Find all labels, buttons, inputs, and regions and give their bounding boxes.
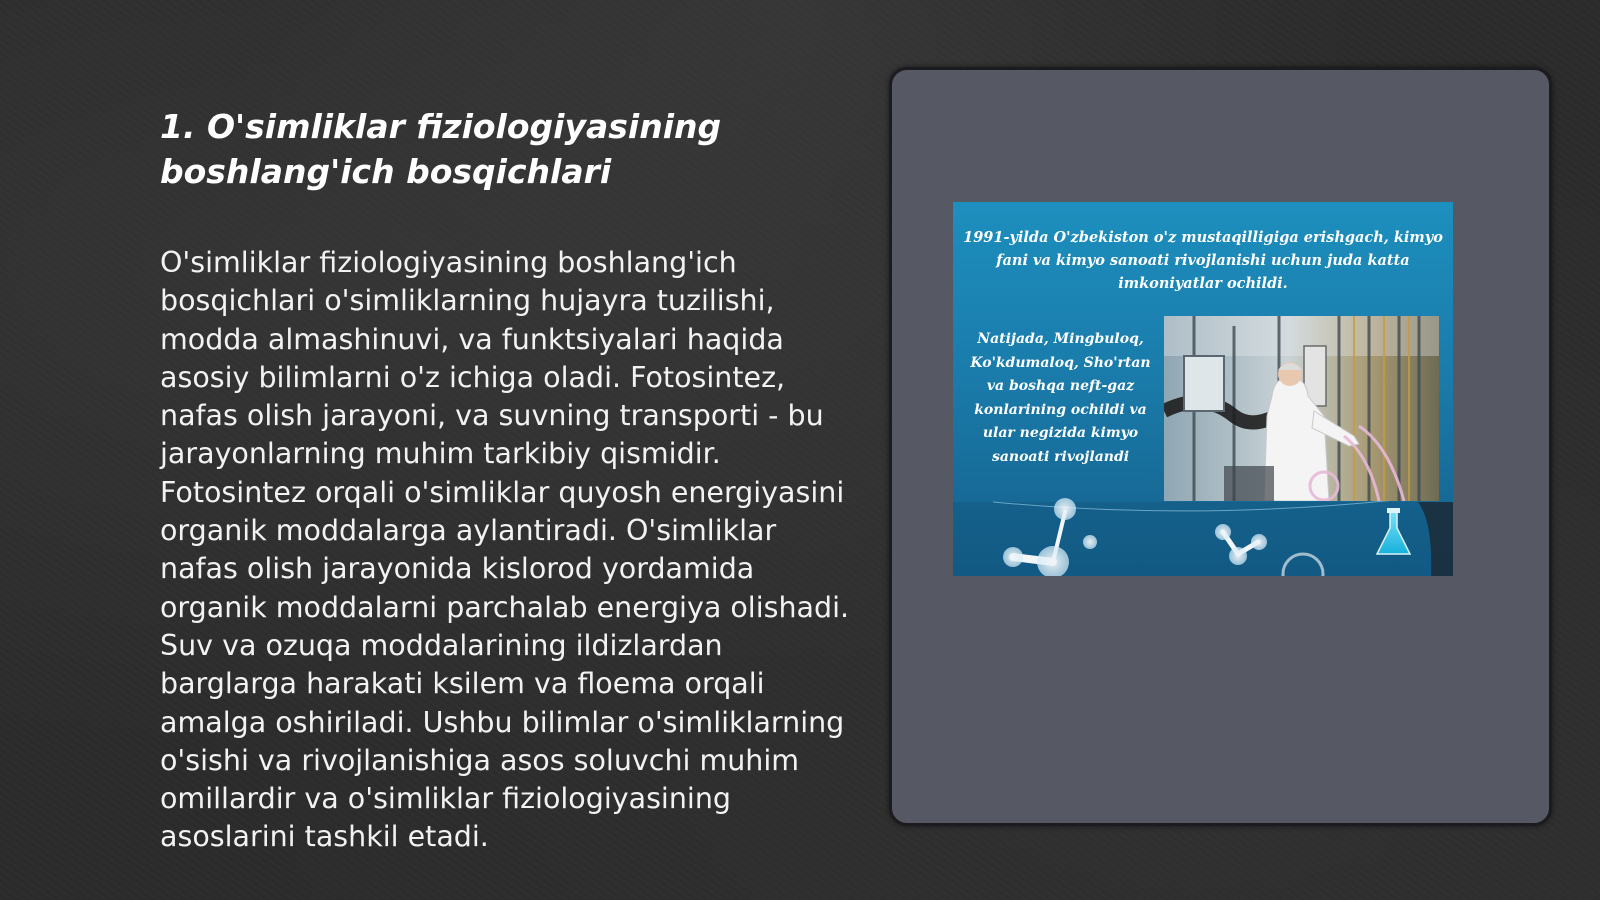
- slide-title: 1. O'simliklar fiziologiyasining boshlang'ich bosqichlari: [160, 107, 722, 191]
- slide-body-text: O'simliklar fiziologiyasining boshlang'ich bosqichlari o'simliklarning hujayra tuzilishi, modda almashinuvi, va funktsiyalari haqida asosiy bilimlarni o'z ichiga oladi. Fotosintez, nafas olish jarayoni, va suvning transporti - bu jarayonlarning muhim tarkibiy qismidir. Fotosintez orqali o'simliklar quyosh energiyasini organik moddalarga aylantiradi. O'simliklar nafas olish jarayonida kislorod yordamida organik moddalarni parchalab energiya olishadi. Suv va ozuqa moddalarining ildizlardan barglarga harakati ksilem va floema orqali amalga oshiriladi. Ushbu bilimlar o'simliklarning o'sishi va rivojlanishiga asos soluvchi muhim omillardir va o'simliklar fiziologiyasining asoslarini tashkil etadi.: [160, 246, 850, 854]
- lab-photo: [1164, 316, 1439, 501]
- slide-image: [953, 202, 1453, 576]
- image-panel: [889, 67, 1552, 826]
- image-caption: Natijada, Mingbuloq, Ko'kdumaloq, Sho'rtan va boshqa neft-gaz konlarining ochildi va ular negizida kimyo sanoati rivojlandi: [970, 331, 1151, 465]
- image-heading: 1991-yilda O'zbekiston o'z mustaqilligiga erishgach, kimyo fani va kimyo sanoati rivojlanishi uchun juda katta imkoniyatlar ochildi.: [963, 229, 1443, 292]
